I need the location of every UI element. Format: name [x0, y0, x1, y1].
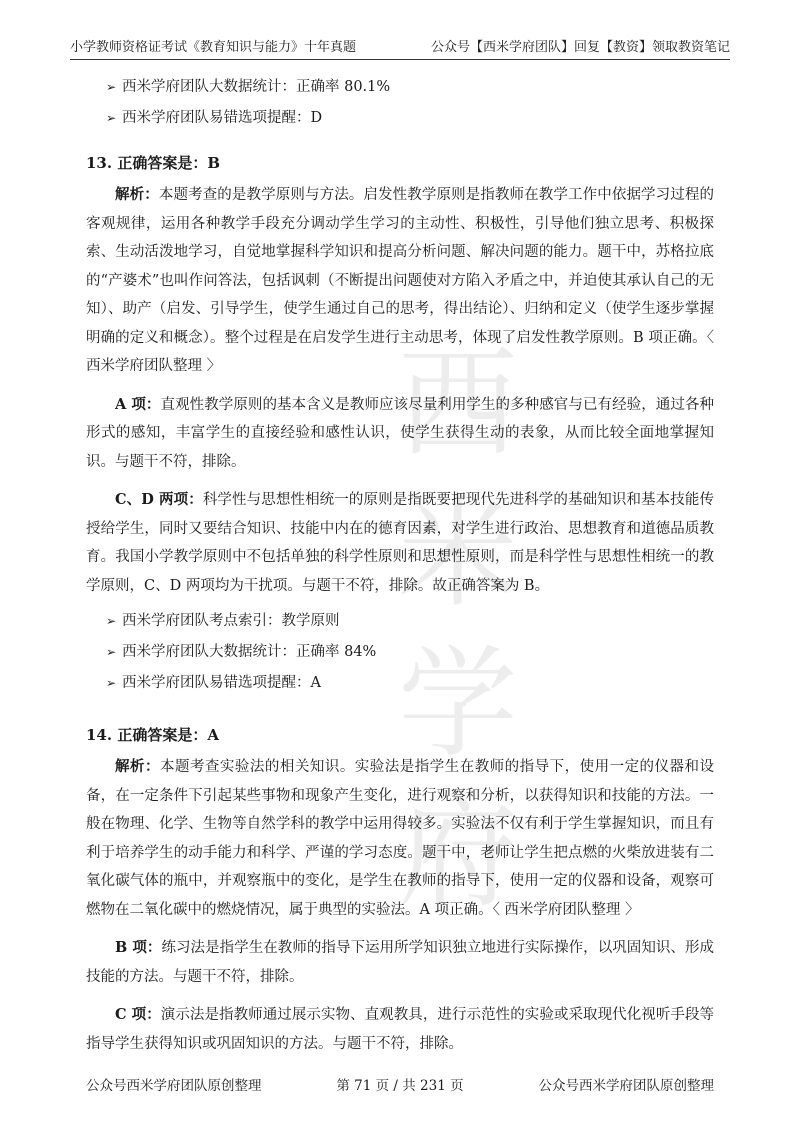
- page-header: [70, 36, 730, 60]
- q13-option-a: [86, 391, 714, 477]
- analysis-text: 本题考查的是教学原则与方法。启发性教学原则是指教师在教学工作中依据学习过程的客观规律，运用各种教学手段充分调动学生学习的主动性、积极性，引导他们独立思考、积极探索、生动活泼地学习，自觉地掌握科学知识和提高分析问题、解决问题的能力。题干中，苏格拉底的“产婆术”也叫作问答法，包括讽刺（不断提出问题使对方陷入矛盾之中，并迫使其承认自己的无知）、助产（启发、引导学生，使学生通过自己的思考，得出结论）、归纳和定义（使学生逐步掌握明确的定义和概念）。整个过程是在启发学生进行主动思考，体现了启发性教学原则。B 项正确。〈 西米学府团队整理 〉: [86, 187, 715, 374]
- arrowhead-bullet-icon: ➢: [106, 80, 117, 94]
- analysis-text: 本题考查实验法的相关知识。实验法是指学生在教师的指导下，使用一定的仪器和设备，在一定条件下引起某些事物和现象产生变化，进行观察和分析，以获得知识和技能的方法。一般在物理、化学、生物等自然学科的教学中运用得较多。实验法不仅有利于学生掌握知识，而且有利于培养学生的动手能力和科学、严谨的学习态度。题干中，老师让学生把点燃的火柴放进装有二氧化碳气体的瓶中，并观察瓶中的变化，是学生在教师的指导下，使用一定的仪器和设备，观察可燃物在二氧化碳中的燃烧情况，属于典型的实验法。A 项正确。〈 西米学府团队整理 〉: [86, 759, 715, 918]
- bullet-text: 西米学府团队易错选项提醒：A: [122, 675, 321, 691]
- watermark-char: 西: [398, 335, 518, 474]
- option-label: C、D 两项：: [115, 491, 203, 508]
- arrowhead-bullet-icon: ➢: [106, 614, 117, 628]
- option-text: 科学性与思想性相统一的原则是指既要把现代先进科学的基础知识和基本技能传授给学生，同时又要结合知识、技能中内在的德育因素，对学生进行政治、思想教育和道德品质教育。我国小学教学原则中不包括单独的科学性原则和思想性原则，而是科学性与思想性相统一的教学原则，C、D 两项均为干扰项。与题干不符，排除。故正确答案为 B。: [86, 492, 714, 594]
- bullet-text: 西米学府团队大数据统计：正确率 84%: [122, 644, 377, 660]
- footer-right: 公众号西米学府团队原创整理: [538, 1078, 714, 1094]
- page-content: [86, 76, 714, 1068]
- q14-analysis: [86, 753, 714, 924]
- bullet-text: 西米学府团队易错选项提醒：D: [122, 110, 323, 126]
- bullet-text: 西米学府团队考点索引：教学原则: [122, 613, 340, 629]
- header-right-note: 公众号【西米学府团队】回复【教资】领取教资笔记: [430, 40, 730, 55]
- option-label: C 项：: [115, 1006, 161, 1023]
- list-item: [86, 672, 714, 694]
- question-14-title: 14. 正确答案是：A: [86, 726, 219, 744]
- watermark-char: 学: [398, 635, 518, 774]
- arrowhead-bullet-icon: ➢: [106, 676, 117, 690]
- option-label: B 项：: [115, 939, 162, 956]
- list-item: [86, 641, 714, 663]
- analysis-label: 解析：: [115, 186, 159, 203]
- watermark-char: 府: [398, 785, 518, 924]
- arrowhead-bullet-icon: ➢: [106, 645, 117, 659]
- footer-left: 公众号西米学府团队原创整理: [86, 1078, 262, 1094]
- q13-analysis: [86, 181, 714, 381]
- bullet-text: 西米学府团队大数据统计：正确率 80.1%: [122, 79, 391, 95]
- list-item: [86, 107, 714, 129]
- option-text: 演示法是指教师通过展示实物、直观教具，进行示范性的实验或采取现代化视听手段等指导学生获得知识或巩固知识的方法。与题干不符，排除。: [86, 1007, 715, 1052]
- list-item: [86, 76, 714, 98]
- q13-bullets: [86, 610, 714, 694]
- option-label: A 项：: [115, 395, 161, 413]
- option-text: 练习法是指学生在教师的指导下运用所学知识独立地进行实际操作，以巩固知识、形成技能的方法。与题干不符，排除。: [86, 940, 714, 985]
- q14-option-b: [86, 934, 714, 991]
- watermark-char: 米: [398, 485, 518, 624]
- page-number: 第 71 页 / 共 231 页: [336, 1078, 464, 1094]
- list-item: [86, 610, 714, 632]
- question-13-title: 13. 正确答案是：B: [86, 154, 220, 172]
- option-text: 直观性教学原则的基本含义是教师应该尽量利用学生的多种感官与已有经验，通过各种形式的感知，丰富学生的直接经验和感性认识，使学生获得生动的表象，从而比较全面地掌握知识。与题干不符，排除。: [86, 396, 714, 470]
- q14-option-c: [86, 1001, 714, 1058]
- page-footer: [86, 1074, 714, 1094]
- arrowhead-bullet-icon: ➢: [106, 111, 117, 125]
- header-left-title: 小学教师资格证考试《教育知识与能力》十年真题: [70, 40, 357, 55]
- q13-option-cd: [86, 486, 714, 600]
- analysis-label: 解析：: [115, 758, 160, 775]
